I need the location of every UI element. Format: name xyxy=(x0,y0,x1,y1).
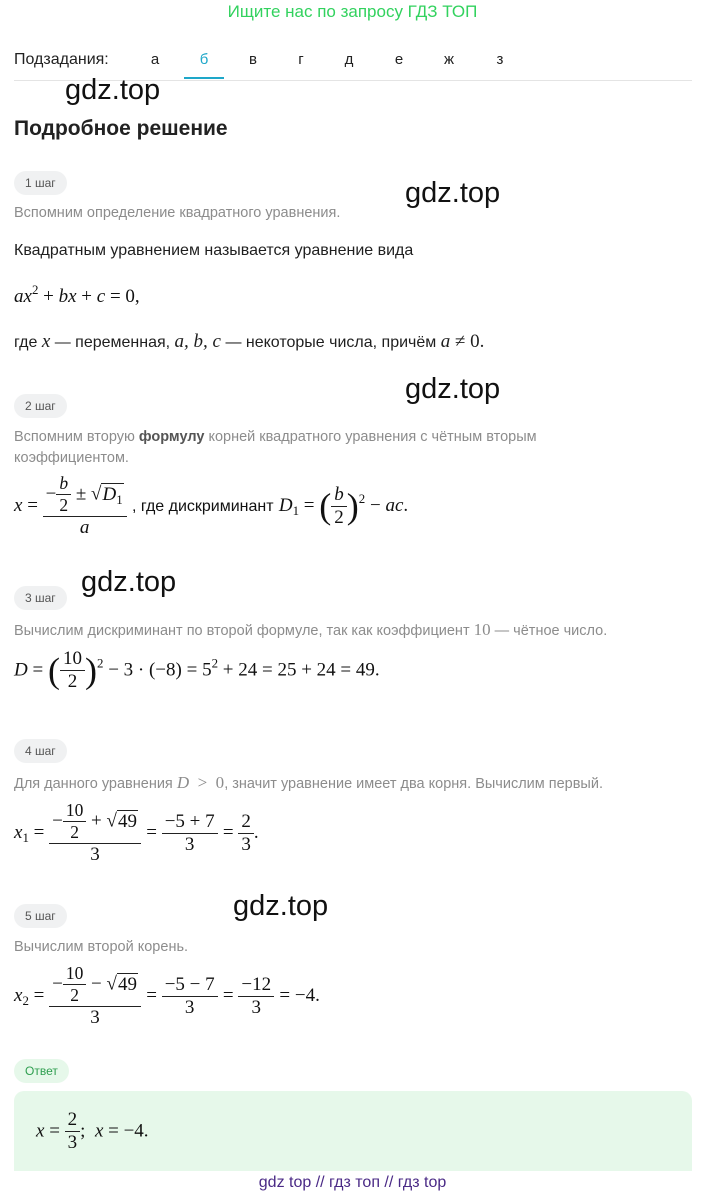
step-note: Вспомним вторую формулу корней квадратного уравнения с чётным вторым коэффициентом. xyxy=(14,429,537,466)
tab-d[interactable]: д xyxy=(344,51,354,68)
formula-roots: x = − $\frac{b}{2}$ ± $√D_1$ a , где дискриминант $D_1$ = ( $\frac{b}{2}$ )$^2$ − ac. xyxy=(14,473,409,538)
footer-links[interactable]: gdz top // гдз топ // гдз top xyxy=(258,1174,447,1191)
watermark: gdz.top xyxy=(405,177,501,209)
step-badge: 1 шаг xyxy=(14,171,67,195)
step-note: Вычислим второй корень. xyxy=(14,939,189,955)
watermark: gdz.top xyxy=(233,890,329,922)
tab-v[interactable]: в xyxy=(249,51,257,68)
answer-formula: x = $\frac{2}{3}$ ; x = −4. xyxy=(36,1109,149,1153)
step-note: Вычислим дискриминант по второй формуле, так как коэффициент 10 — чётное число. xyxy=(14,620,608,639)
watermark: gdz.top xyxy=(81,566,177,598)
search-banner[interactable]: Ищите нас по запросу ГДЗ ТОП xyxy=(227,2,478,21)
tab-zh[interactable]: ж xyxy=(443,51,455,68)
tab-b[interactable]: б xyxy=(184,51,224,79)
step-text: Квадратным уравнением называется уравнение вида xyxy=(14,242,414,259)
formula-root-2: $x_2$ = − $\frac{10}{2}$ − √49 3 = $\frac{-5 - 7}{3}$ = $\frac{-12}{3}$ = −4. xyxy=(14,963,320,1028)
formula-discriminant: D = ( $\frac{10}{2}$ )$^2 - 3 \cdot (-8) = 5^2 + 24 = 25 + 24 = 49$. xyxy=(14,648,380,692)
step-badge: 4 шаг xyxy=(14,739,67,763)
watermark: gdz.top xyxy=(65,74,161,106)
page-title: Подробное решение xyxy=(14,117,228,140)
answer-badge: Ответ xyxy=(14,1059,69,1083)
subtasks-label: Подзадания: xyxy=(14,51,109,68)
step-where: где x — переменная, a, b, c — некоторые числа, причём a ≠ 0. xyxy=(14,331,485,352)
step-badge: 2 шаг xyxy=(14,394,67,418)
tab-g[interactable]: г xyxy=(298,51,304,68)
tab-e[interactable]: е xyxy=(394,51,404,68)
step-badge: 5 шаг xyxy=(14,904,67,928)
step-badge: 3 шаг xyxy=(14,586,67,610)
watermark: gdz.top xyxy=(405,373,501,405)
answer-box xyxy=(14,1091,692,1171)
step-note: Вспомним определение квадратного уравнения. xyxy=(14,205,341,221)
tab-z[interactable]: з xyxy=(496,51,504,68)
step-note: Для данного уравнения D > 0, значит уравнение имеет два корня. Вычислим первый. xyxy=(14,773,603,792)
formula-root-1: $x_1$ = − $\frac{10}{2}$ + √49 3 = $\frac{-5 + 7}{3}$ = $\frac{2}{3}$ . xyxy=(14,800,259,865)
tab-a[interactable]: а xyxy=(150,51,160,68)
formula-quadratic: $ax^2$ + bx + c = 0, xyxy=(14,282,140,307)
